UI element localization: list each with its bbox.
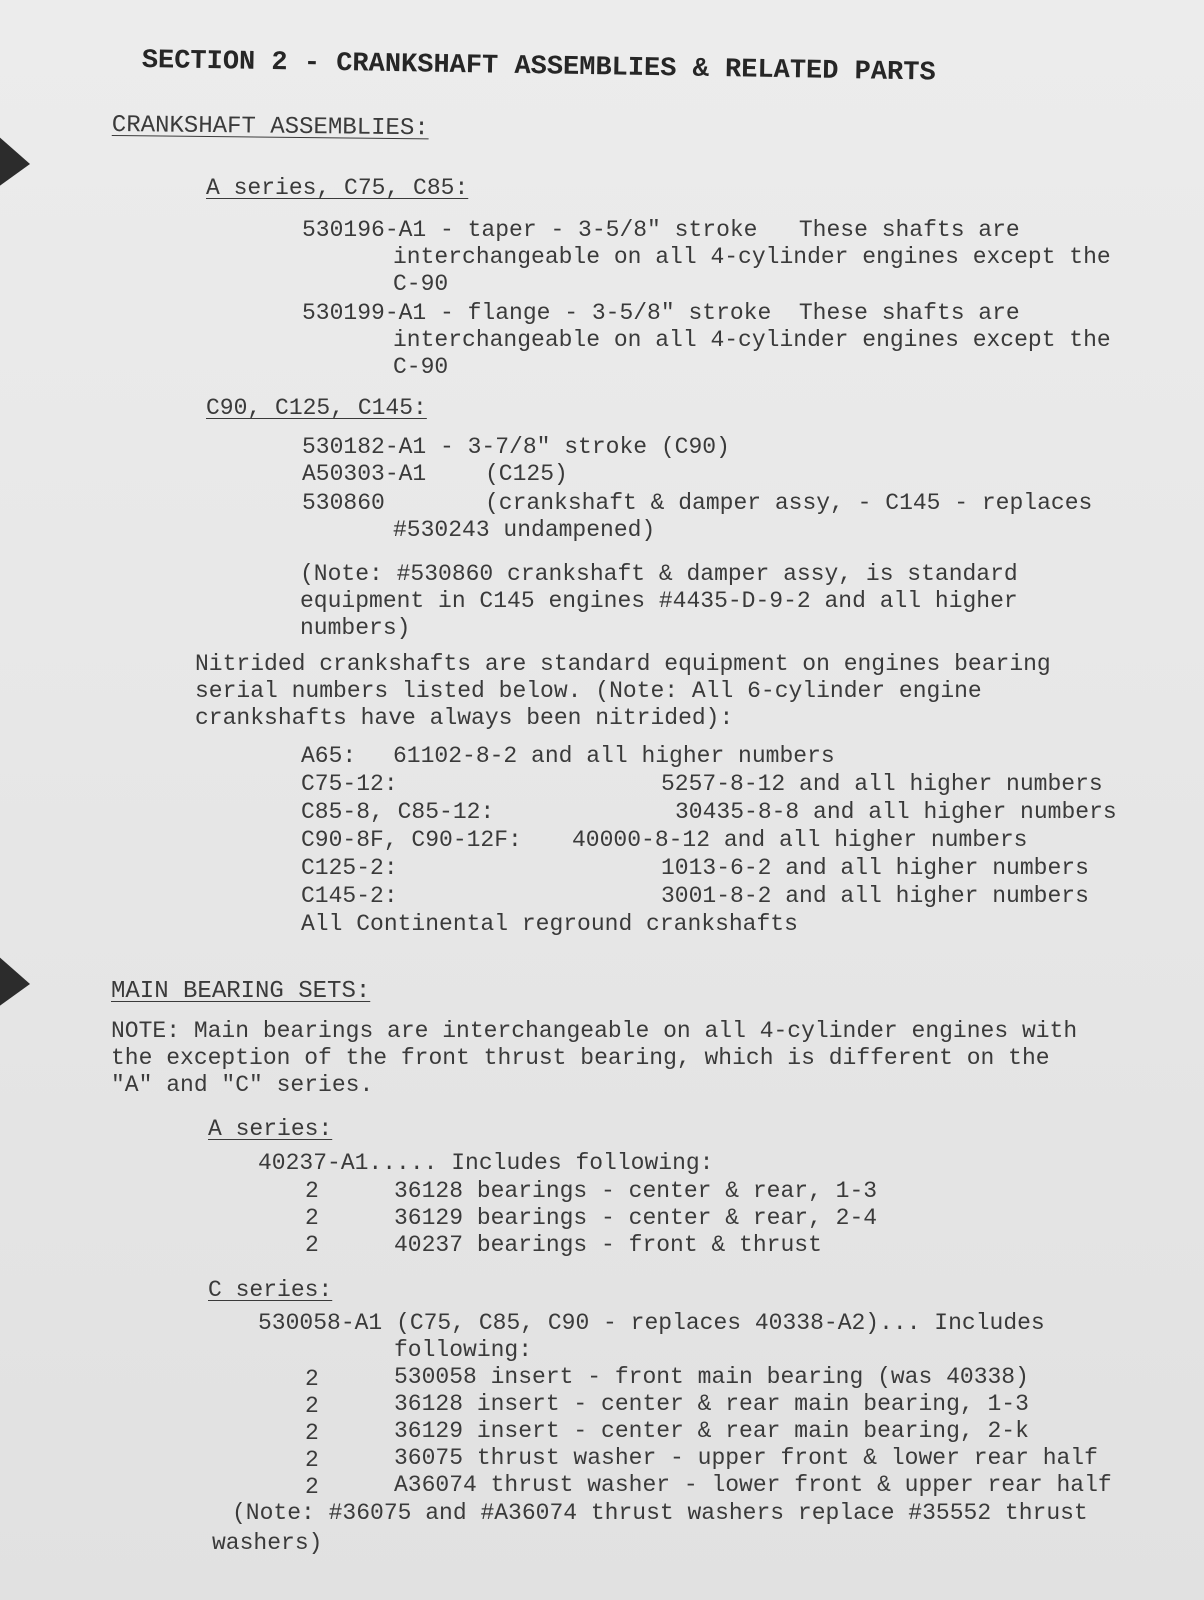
part-description: (crankshaft & damper assy, - C145 - replaces — [485, 490, 1093, 516]
bearing-qty: 2 — [305, 1420, 319, 1446]
c-series-heading: C90, C125, C145: — [206, 395, 427, 421]
nitrided-paragraph: crankshafts have always been nitrided): — [195, 705, 734, 731]
part-number: 530860 — [302, 490, 385, 516]
main-bearing-note: "A" and "C" series. — [111, 1072, 374, 1098]
binder-hole-mark — [0, 120, 30, 200]
shaft-530182-line: 530182-A1 - 3-7/8" stroke (C90) — [302, 434, 730, 460]
reground-note: All Continental reground crankshafts — [301, 911, 798, 937]
nitrided-paragraph: Nitrided crankshafts are standard equipment on engines bearing — [195, 651, 1051, 677]
c-series-bearing-heading: C series: — [208, 1277, 333, 1303]
bearing-qty: 2 — [305, 1447, 319, 1473]
bearing-item: 36128 bearings - center & rear, 1-3 — [394, 1178, 878, 1204]
shaft-530196-line: interchangeable on all 4-cylinder engines except the — [393, 244, 1111, 270]
shaft-530196-line: 530196-A1 - taper - 3-5/8" stroke These shafts are — [302, 217, 1020, 243]
engine-model: C90-8F, C90-12F: — [301, 827, 522, 853]
part-description: #530243 undampened) — [393, 517, 656, 543]
crankshaft-heading: CRANKSHAFT ASSEMBLIES: — [111, 112, 429, 143]
shaft-530199-line: 530199-A1 - flange - 3-5/8" stroke These shafts are — [302, 300, 1020, 326]
bearing-item: 530058 insert - front main bearing (was 40338) — [394, 1364, 1029, 1390]
thrust-washer-note: washers) — [212, 1530, 323, 1556]
bearing-qty: 2 — [305, 1205, 319, 1231]
bearing-item: 36075 thrust washer - upper front & lower rear half — [394, 1445, 1098, 1471]
a-series-bearing-heading: A series: — [208, 1116, 333, 1142]
bearing-item: 36129 insert - center & rear main bearing, 2-k — [394, 1418, 1029, 1444]
damper-note: (Note: #530860 crankshaft & damper assy, is standard — [300, 561, 1018, 587]
engine-model: C85-8, C85-12: — [301, 799, 495, 825]
thrust-washer-note: (Note: #36075 and #A36074 thrust washers replace #35552 thrust — [232, 1500, 1088, 1526]
bearing-item: 36129 bearings - center & rear, 2-4 — [394, 1205, 878, 1231]
shaft-530199-line: C-90 — [393, 354, 449, 380]
bearing-set-530058: 530058-A1 (C75, C85, C90 - replaces 40338-A2)... Includes — [258, 1310, 1045, 1336]
bearing-qty: 2 — [305, 1474, 319, 1500]
bearing-qty: 2 — [305, 1393, 319, 1419]
bearing-item: 36128 insert - center & rear main bearing, 1-3 — [394, 1391, 1029, 1417]
bearing-qty: 2 — [305, 1366, 319, 1392]
part-description: (C125) — [485, 461, 568, 487]
bearing-set-530058: following: — [394, 1337, 533, 1363]
section-title: SECTION 2 - CRANKSHAFT ASSEMBLIES & RELATED PARTS — [141, 46, 936, 89]
a-series-heading: A series, C75, C85: — [206, 175, 469, 201]
engine-model: C145-2: — [301, 883, 398, 909]
serial-range: 40000-8-12 and all higher numbers — [572, 827, 1028, 853]
bearing-qty: 2 — [305, 1232, 319, 1258]
nitrided-paragraph: serial numbers listed below. (Note: All 6-cylinder engine — [195, 678, 982, 704]
engine-model: A65: — [301, 743, 357, 769]
binder-hole-mark — [0, 940, 30, 1020]
serial-range: 5257-8-12 and all higher numbers — [661, 771, 1103, 797]
serial-range: 3001-8-2 and all higher numbers — [661, 883, 1089, 909]
shaft-530196-line: C-90 — [393, 271, 449, 297]
damper-note: equipment in C145 engines #4435-D-9-2 and all higher — [300, 588, 1018, 614]
serial-range: 61102-8-2 and all higher numbers — [393, 743, 835, 769]
engine-model: C75-12: — [301, 771, 398, 797]
bearing-qty: 2 — [305, 1178, 319, 1204]
serial-range: 1013-6-2 and all higher numbers — [661, 855, 1089, 881]
main-bearing-note: the exception of the front thrust bearing, which is different on the — [111, 1045, 1050, 1071]
serial-range: 30435-8-8 and all higher numbers — [675, 799, 1117, 825]
bearing-item: 40237 bearings - front & thrust — [394, 1232, 822, 1258]
engine-model: C125-2: — [301, 855, 398, 881]
damper-note: numbers) — [300, 615, 411, 641]
shaft-530199-line: interchangeable on all 4-cylinder engines except the — [393, 327, 1111, 353]
bearing-set-40237: 40237-A1..... Includes following: — [258, 1150, 714, 1176]
main-bearing-note: NOTE: Main bearings are interchangeable on all 4-cylinder engines with — [111, 1018, 1078, 1044]
part-number: A50303-A1 — [302, 461, 427, 487]
main-bearing-heading: MAIN BEARING SETS: — [111, 978, 371, 1005]
bearing-item: A36074 thrust washer - lower front & upper rear half — [394, 1472, 1112, 1498]
